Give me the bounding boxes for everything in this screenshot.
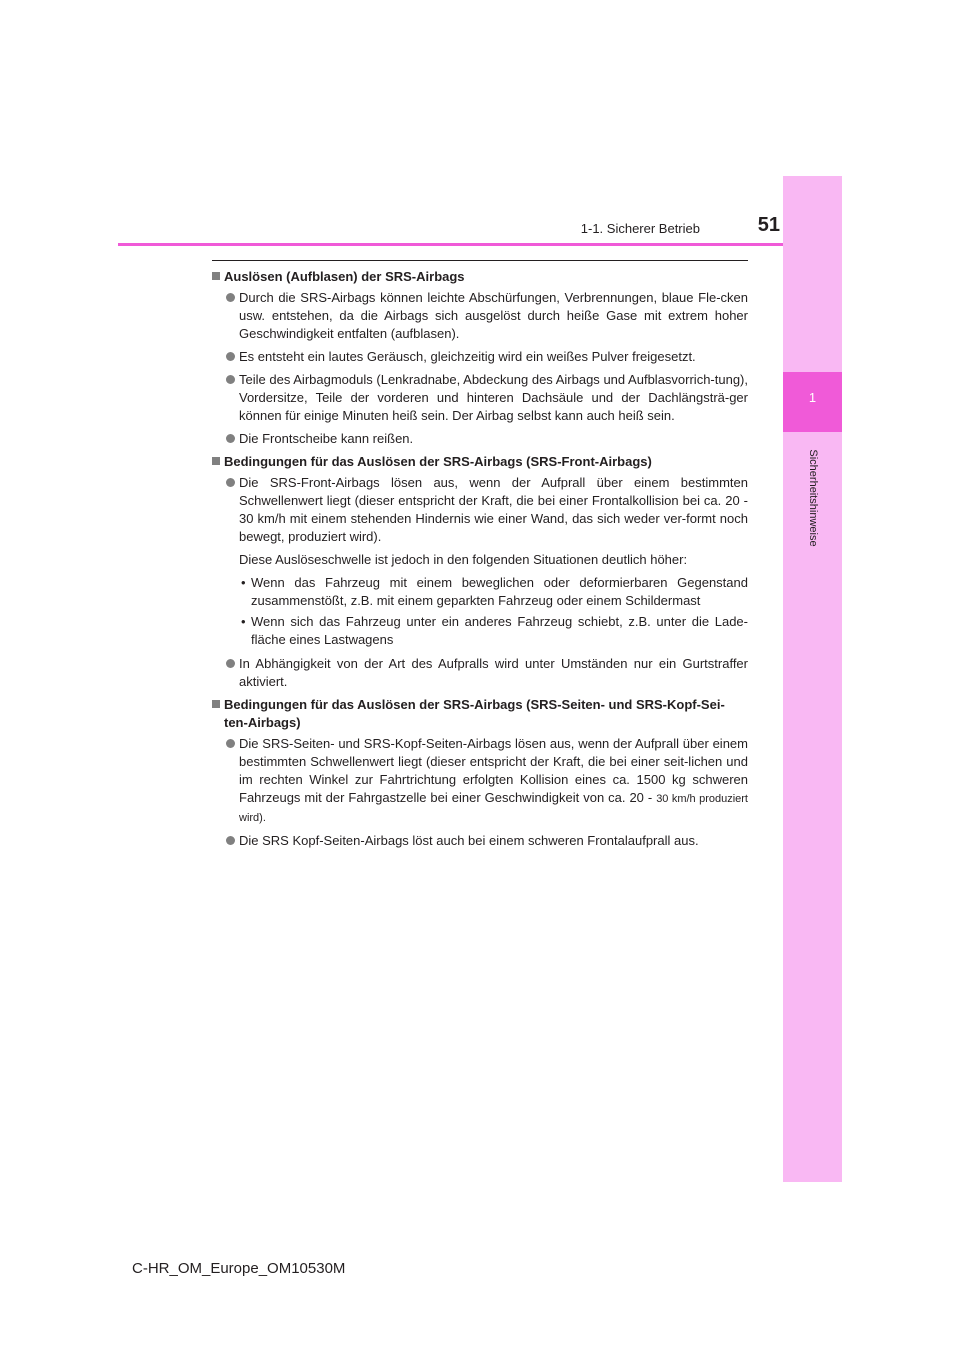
circle-bullet-icon <box>226 293 235 302</box>
list-item <box>212 430 748 448</box>
list-item-text: Die SRS-Seiten- und SRS-Kopf-Seiten-Airbags lösen aus, wenn der Aufprall über einem bestimmten Schwellenwert liegt (dieser entspricht der Kraft, die bei einer seit-lichen und im rechten Winkel zur Fahrtrichtung erfolgten Kollision eines ca. 1500 kg schweren Fahrzeugs mit der Fahrgastzelle bei einer Geschwindigkeit von ca. 20 - <box>239 736 748 805</box>
heading-text: Auslösen (Aufblasen) der SRS-Airbags <box>224 269 465 284</box>
circle-bullet-icon <box>226 739 235 748</box>
list-item-text: Die SRS-Front-Airbags lösen aus, wenn der Aufprall über einem bestimmten Schwellenwert liegt (dieser entspricht der Kraft, die bei einer Frontalkollision bei ca. 20 - 30 km/h mit einem stehenden Hindernis wie einer Wand, das sich weder ver-formt noch bewegt, produziert wird). <box>239 475 748 544</box>
sub-list-item <box>212 574 748 610</box>
chapter-side-tab <box>783 176 842 1182</box>
sub-list-item <box>212 613 748 649</box>
chapter-number: 1 <box>808 390 817 405</box>
section-heading <box>212 268 748 286</box>
sub-list-item-text: Wenn sich das Fahrzeug unter ein anderes Fahrzeug schiebt, z.B. unter die Lade-fläche eines Lastwagens <box>251 614 748 647</box>
list-item-text-tail: 30 km/h produziert wird). <box>239 793 748 824</box>
list-item-text: Die SRS Kopf-Seiten-Airbags löst auch bei einem schweren Frontalaufprall aus. <box>239 833 699 848</box>
heading-text: Bedingungen für das Auslösen der SRS-Airbags (SRS-Front-Airbags) <box>224 454 652 469</box>
dot-bullet-icon: • <box>241 614 246 629</box>
note-paragraph: Diese Auslöseschwelle ist jedoch in den folgenden Situationen deutlich höher: <box>239 552 688 567</box>
list-item <box>212 832 748 850</box>
list-item-text: Es entsteht ein lautes Geräusch, gleichzeitig wird ein weißes Pulver freigesetzt. <box>239 349 696 364</box>
list-item <box>212 289 748 343</box>
chapter-number-box <box>783 372 842 432</box>
circle-bullet-icon <box>226 375 235 384</box>
square-bullet-icon <box>212 457 220 465</box>
page-number: 51 <box>757 214 780 236</box>
section-title: 1-1. Sicherer Betrieb <box>580 221 700 236</box>
list-item <box>212 655 748 691</box>
document-footer-code: C-HR_OM_Europe_OM10530M <box>132 1260 346 1277</box>
sub-list-item-text: Wenn das Fahrzeug mit einem beweglichen oder deformierbaren Gegenstand zusammenstößt, z.B. mit einem geparkten Fahrzeug oder einem Schildermast <box>251 575 748 608</box>
list-item-text: In Abhängigkeit von der Art des Aufpralls wird unter Umständen nur ein Gurtstraffer aktiviert. <box>239 656 748 689</box>
list-item <box>212 348 748 366</box>
list-item-text: Durch die SRS-Airbags können leichte Abschürfungen, Verbrennungen, blaue Fle-cken usw. entstehen, da die Airbags sich ausgelöst durch heiße Gase mit extrem hoher Geschwindigkeit entfalten (aufblasen). <box>239 290 748 341</box>
circle-bullet-icon <box>226 659 235 668</box>
circle-bullet-icon <box>226 352 235 361</box>
square-bullet-icon <box>212 700 220 708</box>
heading-text: Bedingungen für das Auslösen der SRS-Airbags (SRS-Seiten- und SRS-Kopf-Sei-ten-Airbags) <box>224 697 725 730</box>
list-item <box>212 735 748 827</box>
list-item <box>212 474 748 546</box>
list-item-text: Die Frontscheibe kann reißen. <box>239 431 414 446</box>
circle-bullet-icon <box>226 836 235 845</box>
section-heading <box>212 696 748 732</box>
circle-bullet-icon <box>226 478 235 487</box>
section-heading <box>212 453 748 471</box>
square-bullet-icon <box>212 272 220 280</box>
list-item <box>212 371 748 425</box>
page-content <box>212 268 748 855</box>
dot-bullet-icon: • <box>241 575 246 590</box>
content-top-rule <box>212 260 748 261</box>
header-divider <box>118 243 783 246</box>
circle-bullet-icon <box>226 434 235 443</box>
chapter-label: Sicherheitshinweise <box>807 449 819 547</box>
list-item-text: Teile des Airbagmoduls (Lenkradnabe, Abdeckung des Airbags und Aufblasvorrich-tung), Vordersitze, Teile der vorderen und hinteren Dachsäule und der Dachlängsträ-ger können für einige Minuten heiß sein. Der Airbag selbst kann auch heiß sein. <box>239 372 748 423</box>
